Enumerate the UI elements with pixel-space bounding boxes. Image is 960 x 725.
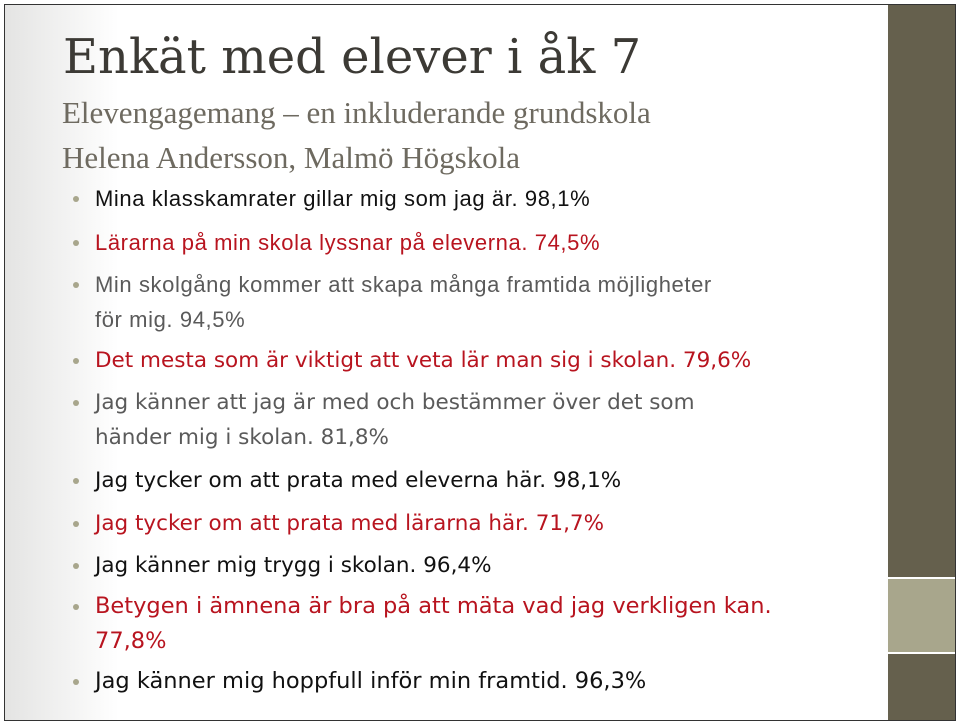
sidebar-block-middle	[888, 579, 956, 652]
bullet-text: Det mesta som är viktigt att veta lär man sig i skolan. 79,6%	[95, 348, 752, 373]
bullet-marker-icon	[73, 604, 79, 610]
slide-title: Enkät med elever i åk 7	[63, 29, 642, 85]
bullet-text-line-2: händer mig i skolan. 81,8%	[95, 425, 389, 450]
bullet-text-line-1: Min skolgång kommer att skapa många framtida möjligheter	[95, 272, 712, 297]
bullet-item	[95, 181, 875, 216]
decorative-sidebar	[888, 5, 956, 721]
bullet-item	[95, 589, 875, 659]
bullet-item	[95, 267, 875, 337]
bullet-text: Mina klasskamrater gillar mig som jag är. 98,1%	[95, 186, 591, 211]
bullet-marker-icon	[73, 478, 79, 484]
bullet-text: Lärarna på min skola lyssnar på eleverna. 74,5%	[95, 230, 601, 255]
sidebar-block-bottom	[888, 654, 956, 721]
bullet-text-line-1: Jag känner att jag är med och bestämmer över det som	[95, 390, 695, 415]
bullet-text: Jag tycker om att prata med eleverna här. 98,1%	[95, 468, 622, 493]
bullet-item	[95, 548, 875, 583]
slide-subtitle-line-1: Elevengagemang – en inkluderande grundskola	[62, 95, 651, 130]
sidebar-block-top	[888, 5, 956, 577]
bullet-item	[95, 463, 875, 498]
bullet-item	[95, 385, 875, 455]
bullet-marker-icon	[73, 240, 79, 246]
bullet-text: Jag känner mig hoppfull inför min framtid. 96,3%	[95, 668, 647, 694]
bullet-marker-icon	[73, 282, 79, 288]
bullet-text: Jag tycker om att prata med lärarna här. 71,7%	[95, 511, 605, 536]
bullet-marker-icon	[73, 196, 79, 202]
bullet-text: Jag känner mig trygg i skolan. 96,4%	[95, 553, 492, 578]
presentation-slide	[4, 4, 956, 721]
bullet-marker-icon	[73, 400, 79, 406]
bullet-item	[95, 664, 875, 699]
bullet-text-line-1: Betygen i ämnena är bra på att mäta vad jag verkligen kan.	[95, 593, 772, 619]
bullet-item	[95, 225, 875, 260]
bullet-item	[95, 343, 875, 378]
bullet-text-line-2: 77,8%	[95, 628, 167, 654]
bullet-marker-icon	[73, 679, 79, 685]
bullet-item	[95, 506, 875, 541]
bullet-text-line-2: för mig. 94,5%	[95, 307, 246, 332]
slide-subtitle-line-2: Helena Andersson, Malmö Högskola	[62, 140, 521, 175]
bullet-marker-icon	[73, 521, 79, 527]
bullet-marker-icon	[73, 358, 79, 364]
bullet-marker-icon	[73, 563, 79, 569]
